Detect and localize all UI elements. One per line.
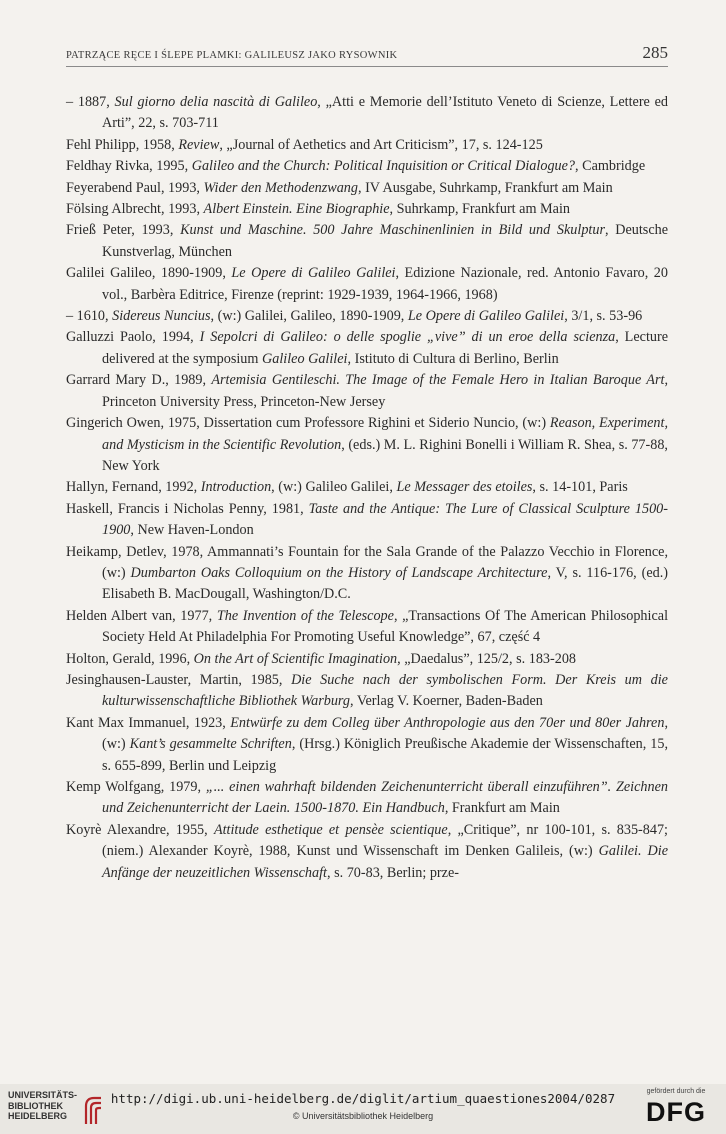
entry-text: Haskell, Francis i Nicholas Penny, 1981, <box>66 500 309 517</box>
copyright-notice: © Universitätsbibliothek Heidelberg <box>292 1111 434 1121</box>
entry-text: Garrard Mary D., 1989, <box>66 372 212 389</box>
entry-text: , Edizione Nazionale, red. Antonio Favaro, 20 vol., Barbèra Editrice, Firenze (reprint: 1929-1939, 1964-1966, 1968) <box>102 265 668 303</box>
bibliography-entry <box>66 220 668 263</box>
entry-title-italic: Le Messager des etoiles <box>396 479 533 496</box>
bibliography-entry <box>66 92 668 135</box>
entry-text: Fölsing Albrecht, 1993, <box>66 201 204 218</box>
entry-title-italic: Galileo and the Church: Political Inquisition or Critical Dialogue? <box>191 158 576 175</box>
bibliography-entry <box>66 820 668 884</box>
entry-title-italic: Taste and the Antique: The Lure of Classical Sculpture 1500-1900 <box>102 500 668 539</box>
entry-text: , Deutsche Kunstverlag, München <box>102 222 669 260</box>
entry-text: , (w:) Galileo Galilei, <box>271 479 397 496</box>
entry-title-italic: Sul giorno delia nascità di Galileo <box>114 94 318 110</box>
entry-title-italic: Introduction <box>200 479 272 496</box>
entry-text: Gingerich Owen, 1975, Dissertation cum Professore Righini et Siderio Nuncio, (w:) <box>66 415 550 432</box>
bibliography-list <box>66 92 668 884</box>
library-line: HEIDELBERG <box>8 1111 68 1121</box>
entry-text: Fehl Philipp, 1958, <box>66 136 179 153</box>
library-line: UNIVERSITÄTS- <box>8 1090 78 1100</box>
entry-text: Feyerabend Paul, 1993, <box>66 179 204 196</box>
bibliography-entry <box>66 178 668 199</box>
entry-title-italic: The Invention of the Telescope <box>216 607 394 624</box>
entry-text: Kant Max Immanuel, 1923, <box>66 714 231 731</box>
entry-text: , New Haven-London <box>130 522 254 539</box>
entry-text: , „Journal of Aethetics and Art Criticism”, 17, s. 124-125 <box>219 136 543 153</box>
entry-title-italic: Review <box>178 136 220 153</box>
running-title: PATRZĄCE RĘCE I ŚLEPE PLAMKI: GALILEUSZ JAKO RYSOWNIK <box>66 50 398 61</box>
dfg-caption: gefördert durch die <box>646 1088 706 1095</box>
entry-text: Holton, Gerald, 1996, <box>66 650 194 667</box>
entry-text: , IV Ausgabe, Suhrkamp, Frankfurt am Main <box>357 179 613 196</box>
entry-text: Kemp Wolfgang, 1979, <box>66 779 206 795</box>
entry-text: , „Critique”, nr 100-101, s. 835-847; (niem.) Alexander Koyrè, 1988, Kunst und Wissenschaft im Denken Galileis, (w:) <box>102 821 669 860</box>
bibliography-entry <box>66 327 668 370</box>
entry-title-italic: Attitude esthetique et pensèe scientique <box>213 821 448 838</box>
entry-text: , „Transactions Of The American Philosophical Society Held At Philadelphia For Promoting Useful Knowledge”, 67, część 4 <box>102 607 669 646</box>
entry-text: Jesinghausen-Lauster, Martin, 1985, <box>66 671 292 688</box>
bibliography-entry <box>66 477 668 498</box>
page-number: 285 <box>642 43 668 62</box>
digitization-footer <box>0 1084 726 1134</box>
dfg-logo[interactable] <box>640 1088 712 1130</box>
entry-text: , Suhrkamp, Frankfurt am Main <box>389 201 570 218</box>
entry-text: , s. 70-83, Berlin; prze- <box>326 864 459 881</box>
bibliography-entry <box>66 499 668 542</box>
entry-title-italic: Le Opere di Galileo Galilei <box>407 308 565 325</box>
bibliography-entry <box>66 670 668 713</box>
entry-title-italic: Galilei. Die Anfänge der neuzeitlichen Wissenschaft <box>102 843 668 881</box>
bibliography-entry <box>66 370 668 413</box>
entry-text: , Frankfurt am Main <box>444 800 560 817</box>
entry-title-italic: Artemisia Gentileschi. The Image of the Female Hero in Italian Baroque Art <box>211 372 665 389</box>
entry-title-italic: Galileo Galilei <box>261 350 348 367</box>
entry-text: Koyrè Alexandre, 1955, <box>66 821 214 838</box>
entry-text: , (Hrsg.) Königlich Preußische Akademie der Wissenschaften, 15, s. 655-899, Berlin und Leipzig <box>102 736 668 774</box>
entry-text: , Princeton University Press, Princeton-New Jersey <box>102 372 668 410</box>
entry-title-italic: „... einen wahrhaft bildenden Zeichenunterricht überall einzuführen”. Zeichnen und Zeichenunterricht der Laein. 1500-1870. Ein Handbuch <box>102 779 668 817</box>
entry-text: – 1887, <box>66 94 115 110</box>
entry-text: , „Daedalus”, 125/2, s. 183-208 <box>397 650 577 667</box>
bibliography-entry <box>66 713 668 777</box>
bibliography-entry <box>66 777 668 820</box>
bibliography-entry <box>66 649 668 670</box>
entry-title-italic: Kunst und Maschine. 500 Jahre Maschinenlinien in Bild und Skulptur <box>180 222 605 239</box>
entry-title-italic: Entwürfe zu dem Colleg über Anthropologie aus den 70er und 80er Jahren <box>230 714 665 731</box>
entry-text: , „Atti e Memorie dell’Istituto Veneto di Scienze, Lettere ed Arti”, 22, s. 703-711 <box>102 94 668 132</box>
entry-title-italic: Dumbarton Oaks Colloquium on the History of Landscape Architecture <box>130 564 548 581</box>
bibliography-entry <box>66 135 668 156</box>
bibliography-entry <box>66 606 668 649</box>
bibliography-entry <box>66 306 668 327</box>
entry-title-italic: Sidereus Nuncius <box>112 308 211 325</box>
entry-text: , V, s. 116-176, (ed.) Elisabeth B. MacDougall, Washington/D.C. <box>102 564 669 603</box>
entry-text: , Lecture delivered at the symposium <box>102 329 668 367</box>
entry-text: Helden Albert van, 1977, <box>66 607 217 624</box>
entry-text: Frieß Peter, 1993, <box>66 222 181 239</box>
library-line: BIBLIOTHEK <box>8 1100 63 1111</box>
entry-title-italic: Reason, Experiment, and Mysticism in the Scientific Revolution <box>102 415 668 453</box>
entry-text: Heikamp, Detlev, 1978, Ammannati’s Fountain for the Sala Grande of the Palazzo Vecchio in Florence, (w:) <box>66 543 668 581</box>
entry-text: , Cambridge <box>575 158 646 175</box>
bibliography-entry <box>66 542 668 606</box>
entry-text: , s. 14-101, Paris <box>532 479 628 496</box>
dfg-wordmark: DFG <box>646 1097 706 1127</box>
entry-text: – 1610, <box>66 308 113 325</box>
entry-title-italic: Die Suche nach der symbolischen Form. Der Kreis um die kulturwissenschaftliche Bibliothek Warburg <box>102 671 668 710</box>
entry-title-italic: Le Opere di Galileo Galilei <box>231 265 396 282</box>
entry-title-italic: Albert Einstein. Eine Biographie <box>203 201 390 218</box>
entry-text: Galluzzi Paolo, 1994, <box>66 329 200 346</box>
entry-title-italic: Kant’s gesammelte Schriften <box>129 736 292 753</box>
entry-text: , (w:) Galilei, Galileo, 1890-1909, <box>210 308 408 325</box>
bibliography-entry <box>66 199 668 220</box>
bibliography-entry <box>66 263 668 306</box>
entry-title-italic: I Sepolcri di Galileo: o delle spoglie „vive” di un eroe della scienza <box>199 329 616 346</box>
source-url-link[interactable]: http://digi.ub.uni-heidelberg.de/diglit/artium_quaestiones2004/0287 <box>110 1091 616 1106</box>
entry-text: , Istituto di Cultura di Berlino, Berlin <box>347 350 559 367</box>
entry-title-italic: Wider den Methodenzwang <box>203 179 358 196</box>
entry-text: Galilei Galileo, 1890-1909, <box>66 265 232 282</box>
entry-text: , (eds.) M. L. Righini Bonelli i William R. Shea, s. 77-88, New York <box>102 436 668 474</box>
bibliography-entry <box>66 156 668 177</box>
entry-text: , Verlag V. Koerner, Baden-Baden <box>350 693 543 710</box>
running-header <box>66 42 668 67</box>
entry-text: , 3/1, s. 53-96 <box>564 308 643 325</box>
bibliography-entry <box>66 413 668 477</box>
entry-title-italic: On the Art of Scientific Imagination <box>193 650 398 667</box>
entry-text: , (w:) <box>102 714 668 753</box>
entry-text: Feldhay Rivka, 1995, <box>66 158 192 175</box>
entry-text: Hallyn, Fernand, 1992, <box>66 479 201 496</box>
